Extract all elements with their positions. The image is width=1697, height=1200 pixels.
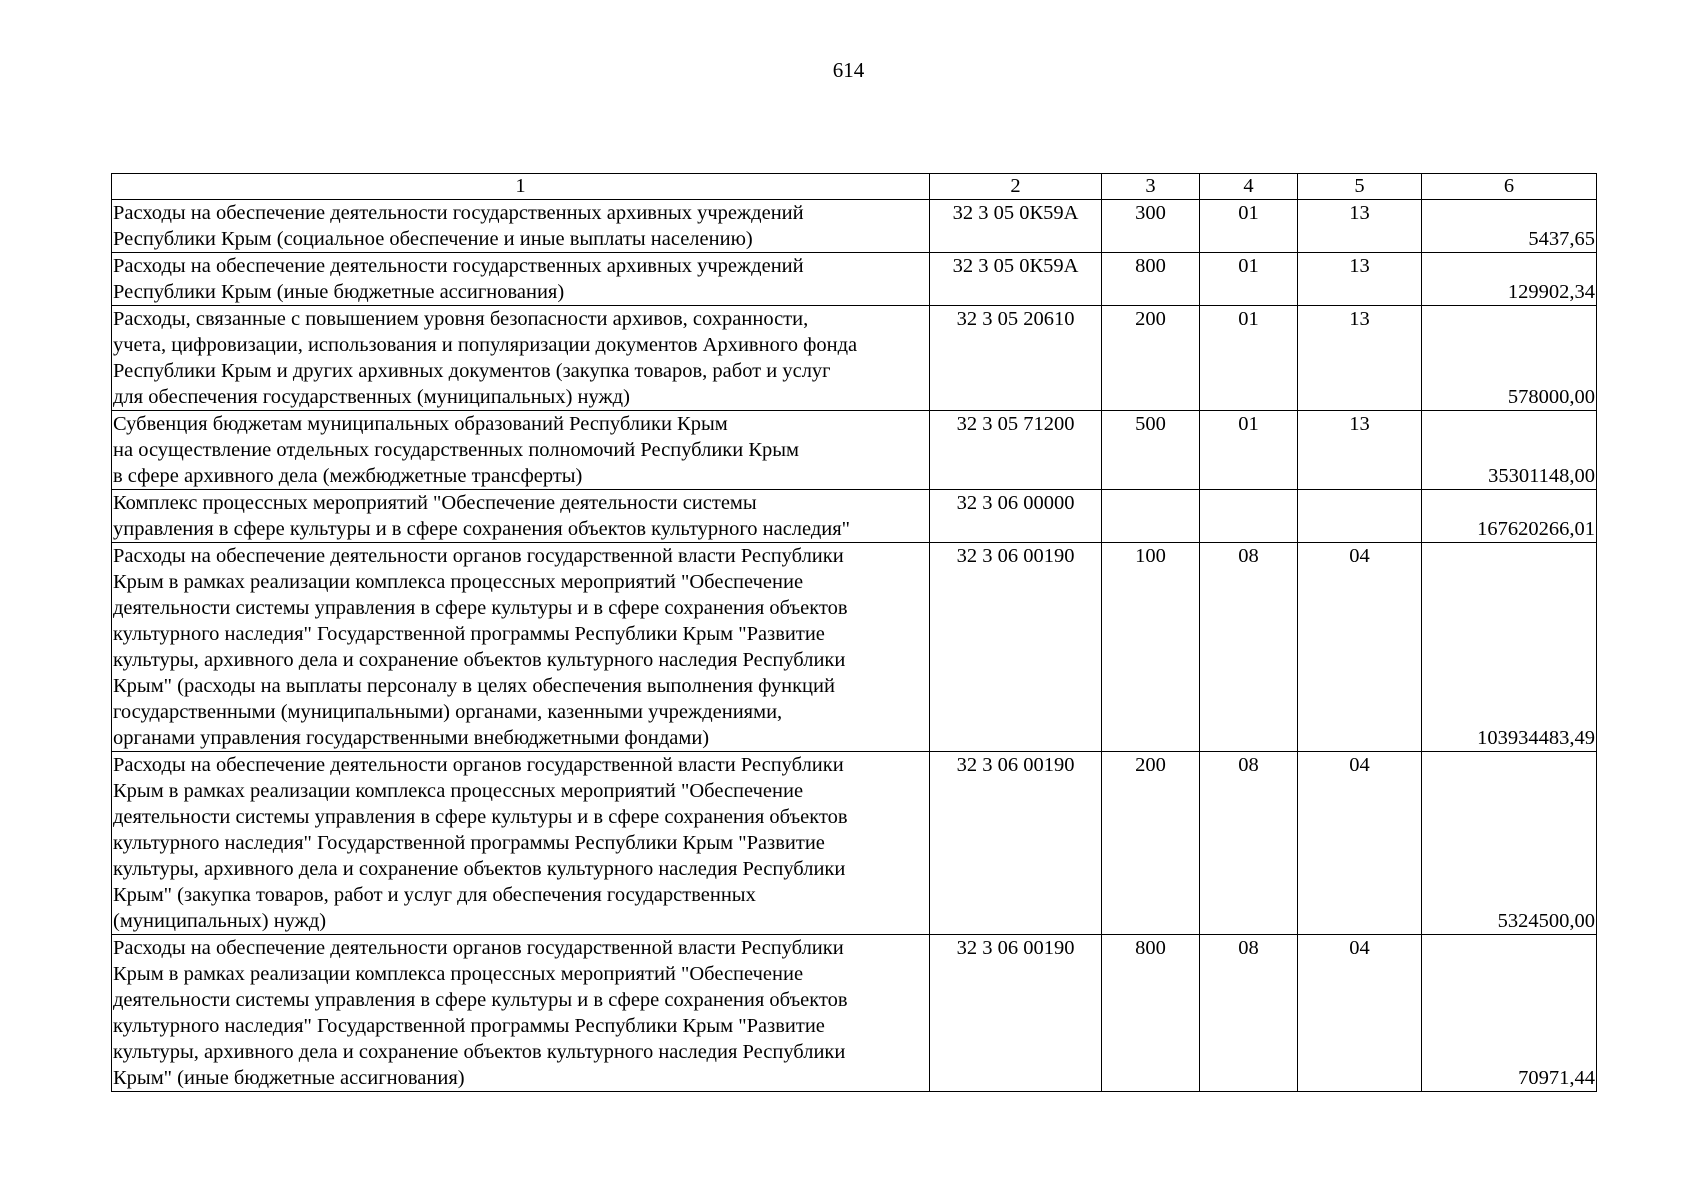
section-code: 01 (1200, 253, 1298, 306)
table-row (112, 935, 1597, 1092)
table-row (112, 411, 1597, 490)
table-row (112, 543, 1597, 752)
expense-type-code: 200 (1102, 306, 1200, 411)
target-article-code: 32 3 05 71200 (930, 411, 1102, 490)
page-number: 614 (832, 58, 865, 82)
table-row (112, 752, 1597, 935)
target-article-code: 32 3 06 00000 (930, 490, 1102, 543)
subsection-code: 13 (1298, 200, 1422, 253)
subsection-code (1298, 490, 1422, 543)
section-code: 08 (1200, 752, 1298, 935)
expense-description: Расходы на обеспечение деятельности государственных архивных учреждений Республики Крым (социальное обеспечение и иные выплаты населению) (112, 200, 930, 253)
subsection-code: 04 (1298, 543, 1422, 752)
target-article-code: 32 3 06 00190 (930, 935, 1102, 1092)
expense-description: Расходы, связанные с повышением уровня безопасности архивов, сохранности, учета, цифровизации, использования и популяризации документов Архивного фонда Республики Крым и других архивных документов (закупка товаров, работ и услуг для обеспечения государственных (муниципальных) нужд) (112, 306, 930, 411)
section-code: 08 (1200, 935, 1298, 1092)
target-article-code: 32 3 06 00190 (930, 543, 1102, 752)
subsection-code: 04 (1298, 935, 1422, 1092)
expense-type-code: 100 (1102, 543, 1200, 752)
expense-description: Субвенция бюджетам муниципальных образований Республики Крым на осуществление отдельных государственных полномочий Республики Крым в сфере архивного дела (межбюджетные трансферты) (112, 411, 930, 490)
target-article-code: 32 3 05 0К59А (930, 253, 1102, 306)
table-row (112, 490, 1597, 543)
column-header: 5 (1298, 174, 1422, 200)
expense-description: Расходы на обеспечение деятельности органов государственной власти Республики Крым в рамках реализации комплекса процессных мероприятий "Обеспечение деятельности системы управления в сфере культуры и в сфере сохранения объектов культурного наследия" Государственной программы Республики Крым "Развитие культуры, архивного дела и сохранение объектов культурного наследия Республики Крым" (иные бюджетные ассигнования) (112, 935, 930, 1092)
expense-type-code: 300 (1102, 200, 1200, 253)
expense-description: Комплекс процессных мероприятий "Обеспечение деятельности системы управления в сфере культуры и в сфере сохранения объектов культурного наследия" (112, 490, 930, 543)
section-code: 08 (1200, 543, 1298, 752)
expense-type-code: 800 (1102, 935, 1200, 1092)
amount: 70971,44 (1422, 935, 1597, 1092)
column-header: 1 (112, 174, 930, 200)
section-code: 01 (1200, 411, 1298, 490)
amount: 167620266,01 (1422, 490, 1597, 543)
column-header: 6 (1422, 174, 1597, 200)
budget-table (111, 173, 1597, 1092)
target-article-code: 32 3 05 20610 (930, 306, 1102, 411)
column-header: 2 (930, 174, 1102, 200)
subsection-code: 13 (1298, 306, 1422, 411)
target-article-code: 32 3 06 00190 (930, 752, 1102, 935)
expense-type-code (1102, 490, 1200, 543)
table-row (112, 200, 1597, 253)
column-header: 3 (1102, 174, 1200, 200)
column-header: 4 (1200, 174, 1298, 200)
amount: 103934483,49 (1422, 543, 1597, 752)
table-row (112, 306, 1597, 411)
amount: 129902,34 (1422, 253, 1597, 306)
expense-type-code: 800 (1102, 253, 1200, 306)
expense-description: Расходы на обеспечение деятельности органов государственной власти Республики Крым в рамках реализации комплекса процессных мероприятий "Обеспечение деятельности системы управления в сфере культуры и в сфере сохранения объектов культурного наследия" Государственной программы Республики Крым "Развитие культуры, архивного дела и сохранение объектов культурного наследия Республики Крым" (закупка товаров, работ и услуг для обеспечения государственных (муниципальных) нужд) (112, 752, 930, 935)
amount: 35301148,00 (1422, 411, 1597, 490)
table-row (112, 253, 1597, 306)
amount: 5324500,00 (1422, 752, 1597, 935)
target-article-code: 32 3 05 0К59А (930, 200, 1102, 253)
amount: 578000,00 (1422, 306, 1597, 411)
expense-type-code: 500 (1102, 411, 1200, 490)
amount: 5437,65 (1422, 200, 1597, 253)
section-code (1200, 490, 1298, 543)
section-code: 01 (1200, 306, 1298, 411)
subsection-code: 13 (1298, 411, 1422, 490)
expense-description: Расходы на обеспечение деятельности государственных архивных учреждений Республики Крым (иные бюджетные ассигнования) (112, 253, 930, 306)
subsection-code: 04 (1298, 752, 1422, 935)
expense-type-code: 200 (1102, 752, 1200, 935)
subsection-code: 13 (1298, 253, 1422, 306)
section-code: 01 (1200, 200, 1298, 253)
table-header-row (112, 174, 1597, 200)
expense-description: Расходы на обеспечение деятельности органов государственной власти Республики Крым в рамках реализации комплекса процессных мероприятий "Обеспечение деятельности системы управления в сфере культуры и в сфере сохранения объектов культурного наследия" Государственной программы Республики Крым "Развитие культуры, архивного дела и сохранение объектов культурного наследия Республики Крым" (расходы на выплаты персоналу в целях обеспечения выполнения функций государственными (муниципальными) органами, казенными учреждениями, органами управления государственными внебюджетными фондами) (112, 543, 930, 752)
